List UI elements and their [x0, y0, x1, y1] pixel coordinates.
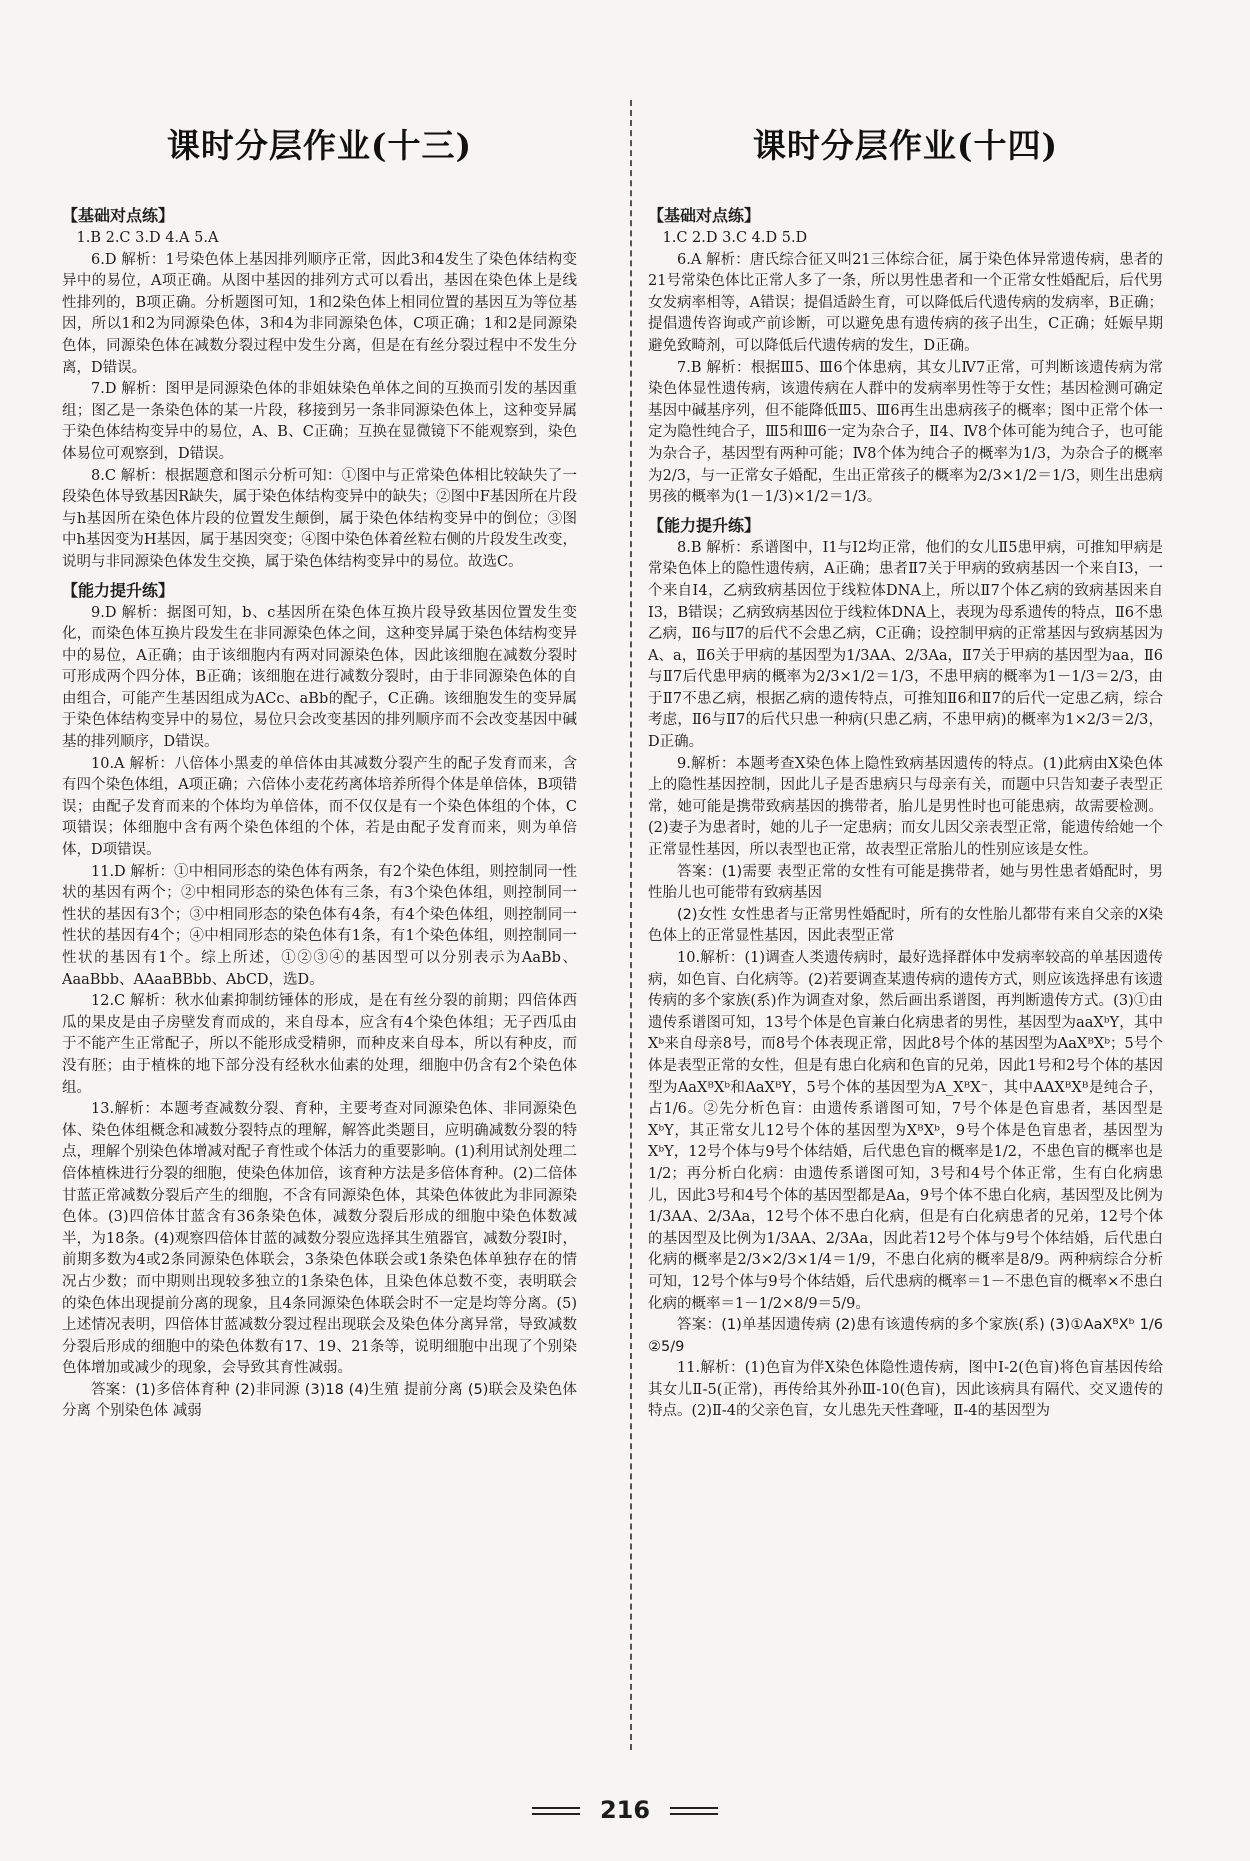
- right-q10: 10.解析：(1)调查人类遗传病时，最好选择群体中发病率较高的单基因遗传病，如色盲、白化病等。(2)若要调查某遗传病的遗传方式，则应该选择患有该遗传病的多个家族(系)作为调查对象，然后画出系谱图，再判断遗传方式。(3)①由遗传系谱图可知，13号个体是色盲兼白化病患者的男性，基因型为aaXᵇY，其中Xᵇ来自母亲8号，而8号个体表现正常，因此8号个体的基因型为AaXᴮXᵇ；5号个体是表型正常的女性，但是有患白化病和色盲的兄弟，因此1号和2号个体的基因型为AaXᴮXᵇ和AaXᴮY，5号个体的基因型为A_XᴮX⁻，其中AAXᴮXᴮ是纯合子，占1/6。②先分析色盲：由遗传系谱图可知，7号个体是色盲患者，基因型是XᵇY，其正常女儿12号个体的基因型为XᴮXᵇ，9号个体是色盲患者，基因型为XᵇY，12号个体与9号个体结婚，后代患色盲的概率是1/2，不患色盲的概率也是1/2；再分析白化病：由遗传系谱图可知，3号和4号个体正常，生有白化病患儿，因此3号和4号个体的基因型都是Aa，9号个体不患白化病，基因型及比例为1/3AA、2/3Aa，12号个体不患白化病，但是有白化病患者的兄弟，12号个体的基因型及比例为1/3AA、2/3Aa，因此若12号个体与9号个体结婚，后代患白化病的概率是2/3×2/3×1/4＝1/9，不患白化病的概率是8/9。两种病综合分析可知，12号个体与9号个体结婚，后代患病的概率＝1－不患色盲的概率×不患白化病的概率＝1－1/2×8/9＝5/9。: [648, 950, 1163, 1312]
- right-title: 课时分层作业(十四): [752, 126, 1059, 165]
- right-q8: 8.B 解析：系谱图中，Ⅰ1与Ⅰ2均正常，他们的女儿Ⅱ5患甲病，可推知甲病是常染色体上的隐性遗传病，A正确；患者Ⅱ7关于甲病的致病基因一个来自Ⅰ3，一个来自Ⅰ4，乙病致病基因位于线粒体DNA上，所以Ⅱ7个体乙病的致病基因来自Ⅰ3，B错误；乙病致病基因位于线粒体DNA上，表现为母系遗传的特点，Ⅱ6不患乙病，Ⅱ6与Ⅱ7的后代不会患乙病，C正确；设控制甲病的正常基因与致病基因为A、a，Ⅱ6关于甲病的基因型为1/3AA、2/3Aa，Ⅱ7关于甲病的基因型为aa，Ⅱ6与Ⅱ7后代患甲病的概率为2/3×1/2＝1/3，不患甲病的概率为1－1/3＝2/3，由于Ⅱ7不患乙病，根据乙病的遗传特点，可推知Ⅱ6和Ⅱ7的后代一定患乙病，综合考虑，Ⅱ6与Ⅱ7的后代只患一种病(只患乙病，不患甲病)的概率为1×2/3＝2/3，D正确。: [648, 539, 1163, 751]
- right-q9-answer-1: 答案：(1)需要 表型正常的女性有可能是携带者，她与男性患者婚配时，男性胎儿也可能带有致病基因: [648, 863, 1163, 902]
- left-answers-1-5: 1.B 2.C 3.D 4.A 5.A: [76, 230, 219, 246]
- left-q13-answer: 答案：(1)多倍体育种 (2)非同源 (3)18 (4)生殖 提前分离 (5)联会及染色体分离 个别染色体 减弱: [62, 1381, 577, 1420]
- right-q11: 11.解析：(1)色盲为伴X染色体隐性遗传病，图中Ⅰ-2(色盲)将色盲基因传给其女儿Ⅱ-5(正常)，再传给其外孙Ⅲ-10(色盲)，因此该病具有隔代、交叉遗传的特点。(2)Ⅱ-4的父亲色盲，女儿患先天性聋哑，Ⅱ-4的基因型为: [648, 1360, 1163, 1420]
- column-divider: [630, 100, 632, 1750]
- page-number: 216: [599, 1796, 651, 1824]
- left-q13: 13.解析：本题考查减数分裂、育种，主要考查对同源染色体、非同源染色体、染色体组概念和减数分裂特点的理解，解答此类题目，应明确减数分裂的特点，理解个别染色体增减对配子育性或个体活力的重要影响。(1)利用试剂处理二倍体植株进行分裂的细胞，使染色体加倍，该育种方法是多倍体育种。(2)二倍体甘蓝正常减数分裂后产生的细胞，不含有同源染色体，其染色体彼此为非同源染色体。(3)四倍体甘蓝含有36条染色体，减数分裂后形成的细胞中染色体数减半，为18条。(4)观察四倍体甘蓝的减数分裂应选择其生殖器官，减数分裂Ⅰ时，前期多数为4或2条同源染色体联会，3条染色体联会或1条染色体单独存在的情况占少数；而中期则出现较多独立的1条染色体，且染色体总数不变，表明联会的染色体出现提前分离的现象，且4条同源染色体联会时不一定是均等分离。(5)上述情况表明，四倍体甘蓝减数分裂过程出现联会及染色体分离异常，导致减数分裂后形成的细胞中的染色体数有17、19、21条等，说明细胞中出现了个别染色体增加或减少的现象，会导致其育性减弱。: [62, 1101, 577, 1377]
- left-title: 课时分层作业(十三): [166, 126, 473, 165]
- left-q10: 10.A 解析：八倍体小黑麦的单倍体由其减数分裂产生的配子发育而来，含有四个染色体组，A项正确；六倍体小麦花药离体培养所得个体是单倍体，B项错误；由配子发育而来的个体均为单倍体，而不仅仅是有一个染色体组的个体，C项错误；体细胞中含有两个染色体组的个体，若是由配子发育而来，则为单倍体，D项错误。: [62, 755, 577, 859]
- right-q10-answer: 答案：(1)单基因遗传病 (2)患有该遗传病的多个家族(系) (3)①AaXᴮXᵇ 1/6 ②5/9: [648, 1317, 1163, 1355]
- left-q11: 11.D 解析：①中相同形态的染色体有两条，有2个染色体组，则控制同一性状的基因有两个；②中相同形态的染色体有三条，有3个染色体组，则控制同一性状的基因有3个；③中相同形态的染色体有4条，有4个染色体组，则控制同一性状的基因有4个；④中相同形态的染色体有1条，有1个染色体组，则控制同一性状的基因有1个。综上所述，①②③④的基因型可以分别表示为AaBb、AaaBbb、AAaaBBbb、AbCD，选D。: [62, 863, 577, 988]
- right-q9-answer-2: (2)女性 女性患者与正常男性婚配时，所有的女性胎儿都带有来自父亲的X染色体上的正常显性基因，因此表型正常: [648, 906, 1163, 945]
- right-column: [648, 120, 1163, 1423]
- left-section-basic: 【基础对点练】: [62, 206, 175, 225]
- left-q8: 8.C 解析：根据题意和图示分析可知：①图中与正常染色体相比较缺失了一段染色体导致基因R缺失，属于染色体结构变异中的缺失；②图中F基因所在片段与h基因所在染色体片段的位置发生颠倒，属于染色体结构变异中的倒位；③图中h基因变为H基因，属于基因突变；④图中染色体着丝粒右侧的片段发生改变，说明与非同源染色体发生交换，属于染色体结构变异中的易位。故选C。: [62, 467, 577, 570]
- page-footer: [0, 1796, 1250, 1824]
- right-section-advanced: 【能力提升练】: [648, 515, 761, 535]
- left-q12: 12.C 解析：秋水仙素抑制纺锤体的形成，是在有丝分裂的前期；四倍体西瓜的果皮是由子房壁发育而成的，来自母本，应含有4个染色体组；无子西瓜由于不能产生正常配子，所以不能形成受精卵，而种皮来自母本，所以有种皮，而没有胚；由于植株的地下部分没有经秋水仙素的处理，细胞中仍含有2个染色体组。: [62, 993, 577, 1096]
- right-q9: 9.解析：本题考查X染色体上隐性致病基因遗传的特点。(1)此病由X染色体上的隐性基因控制，因此儿子是否患病只与母亲有关，而题中只告知妻子表型正常，她可能是携带致病基因的携带者，胎儿是男性时也可能患病，故需要检测。(2)妻子为患者时，她的儿子一定患病；而女儿因父亲表型正常，能遗传给她一个正常显性基因，所以表型也正常，故表型正常胎儿的性别应该是女性。: [648, 755, 1163, 859]
- footer-rule-left: [532, 1807, 580, 1815]
- footer-rule-right: [670, 1807, 718, 1815]
- right-q6: 6.A 解析：唐氏综合征又叫21三体综合征，属于染色体异常遗传病，患者的21号常染色体比正常人多了一条，所以男性患者和一个正常女性婚配后，后代男女发病率相等，A错误；提倡适龄生育，可以降低后代遗传病的发病率，B正确；提倡遗传咨询或产前诊断，可以避免患有遗传病的孩子出生，C正确；妊娠早期避免致畸剂，可以降低后代遗传病的发生，D正确。: [648, 251, 1163, 354]
- left-column: [62, 120, 577, 1423]
- right-section-basic: 【基础对点练】: [648, 206, 761, 225]
- left-section-advanced: 【能力提升练】: [62, 580, 175, 600]
- left-q9: 9.D 解析：据图可知，b、c基因所在染色体互换片段导致基因位置发生变化，而染色体互换片段发生在非同源染色体之间，这种变异属于染色体结构变异中的易位，A正确；由于该细胞内有两对同源染色体，因此该细胞在减数分裂时可形成两个四分体，B正确；该细胞在进行减数分裂时，由于非同源染色体的自由组合，可能产生基因组成为ACc、aBb的配子，C正确。该细胞发生的变异属于染色体结构变异中的易位，易位只会改变基因的排列顺序而不会改变基因中碱基的排列顺序，D错误。: [62, 604, 577, 751]
- left-q7: 7.D 解析：图甲是同源染色体的非姐妹染色单体之间的互换而引发的基因重组；图乙是一条染色体的某一片段，移接到另一条非同源染色体上，这种变异属于染色体结构变异中的易位，A、B、C正确；互换在显微镜下不能观察到，染色体易位可观察到，D错误。: [62, 381, 577, 462]
- right-answers-1-5: 1.C 2.D 3.C 4.D 5.D: [662, 230, 808, 246]
- right-q7: 7.B 解析：根据Ⅲ5、Ⅲ6个体患病，其女儿Ⅳ7正常，可判断该遗传病为常染色体显性遗传病，该遗传病在人群中的发病率男性等于女性；基因检测可确定基因中碱基序列，但不能降低Ⅲ5、Ⅲ6再生出患病孩子的概率；图中正常个体一定为隐性纯合子，Ⅲ5和Ⅲ6一定为杂合子，Ⅱ4、Ⅳ8个体可能为纯合子，也可能为杂合子，基因型有两种可能；Ⅳ8个体为纯合子的概率为1/3，为杂合子的概率为2/3，与一正常女子婚配，生出正常孩子的概率为2/3×1/2＝1/3，则生出患病男孩的概率为(1－1/3)×1/2＝1/3。: [648, 359, 1163, 506]
- left-q6: 6.D 解析：1号染色体上基因排列顺序正常，因此3和4发生了染色体结构变异中的易位，A项正确。从图中基因的排列方式可以看出，基因在染色体上是线性排列的，B项正确。分析题图可知，1和2染色体上相同位置的基因互为等位基因，所以1和2为同源染色体，3和4为非同源染色体，C项正确；1和2是同源染色体，同源染色体在减数分裂过程中发生分离，但是在有丝分裂过程中不发生分离，D错误。: [62, 251, 577, 376]
